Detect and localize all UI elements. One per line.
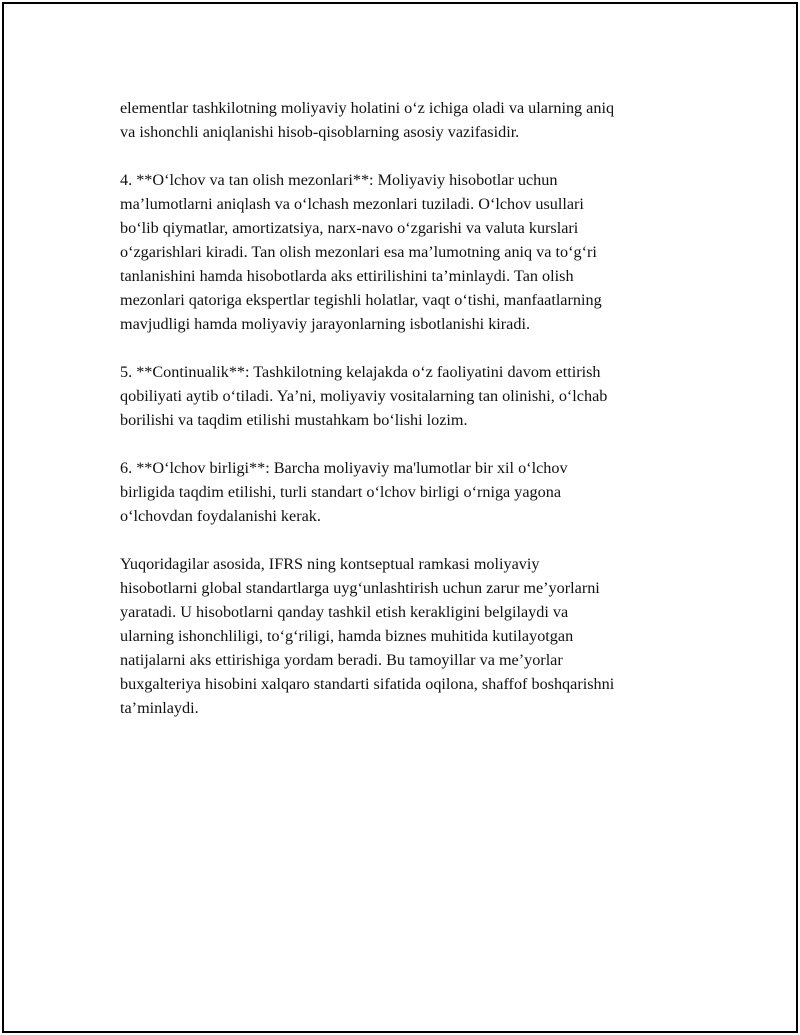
- paragraph-conclusion: [120, 552, 700, 720]
- page-frame: [2, 2, 798, 1033]
- page-content: [120, 96, 700, 744]
- text-line: ta’minlaydi.: [120, 699, 199, 717]
- paragraph-measurement-recognition: [120, 168, 700, 336]
- text-line: yaratadi. U hisobotlarni qanday tashkil etish kerakligini belgilaydi va: [120, 603, 569, 621]
- text-line: o‘zgarishlari kiradi. Tan olish mezonlari esa ma’lumotning aniq va to‘g‘ri: [120, 243, 597, 261]
- text-line: qobiliyati aytib o‘tiladi. Ya’ni, moliyaviy vositalarning tan olinishi, o‘lchab: [120, 387, 608, 405]
- paragraph-unit-of-measure: [120, 456, 700, 528]
- paragraph-intro-continued: [120, 96, 700, 144]
- text-line: 5. **Continualik**: Tashkilotning kelajakda o‘z faoliyatini davom ettirish: [120, 363, 601, 381]
- text-line: elementlar tashkilotning moliyaviy holatini o‘z ichiga oladi va ularning aniq: [120, 99, 615, 117]
- paragraph-continuity: [120, 360, 700, 432]
- text-line: hisobotlarni global standartlarga uyg‘unlashtirish uchun zarur me’yorlarni: [120, 579, 600, 597]
- text-line: 6. **O‘lchov birligi**: Barcha moliyaviy ma'lumotlar bir xil o‘lchov: [120, 459, 568, 477]
- text-line: bo‘lib qiymatlar, amortizatsiya, narx-navo o‘zgarishi va valuta kurslari: [120, 219, 579, 237]
- text-line: birligida taqdim etilishi, turli standart o‘lchov birligi o‘rniga yagona: [120, 483, 562, 501]
- text-line: Yuqoridagilar asosida, IFRS ning kontseptual ramkasi moliyaviy: [120, 555, 540, 573]
- text-line: natijalarni aks ettirishiga yordam beradi. Bu tamoyillar va me’yorlar: [120, 651, 563, 669]
- text-line: mavjudligi hamda moliyaviy jarayonlarning isbotlanishi kiradi.: [120, 315, 531, 333]
- text-line: va ishonchli aniqlanishi hisob-qisoblarning asosiy vazifasidir.: [120, 123, 520, 141]
- text-line: tanlanishini hamda hisobotlarda aks ettirilishini ta’minlaydi. Tan olish: [120, 267, 574, 285]
- text-line: ma’lumotlarni aniqlash va o‘lchash mezonlari tuziladi. O‘lchov usullari: [120, 195, 584, 213]
- text-line: mezonlari qatoriga ekspertlar tegishli holatlar, vaqt o‘tishi, manfaatlarning: [120, 291, 602, 309]
- text-line: o‘lchovdan foydalanishi kerak.: [120, 507, 321, 525]
- text-line: ularning ishonchliligi, to‘g‘riligi, hamda biznes muhitida kutilayotgan: [120, 627, 574, 645]
- text-line: buxgalteriya hisobini xalqaro standarti sifatida oqilona, shaffof boshqarishni: [120, 675, 615, 693]
- text-line: 4. **O‘lchov va tan olish mezonlari**: Moliyaviy hisobotlar uchun: [120, 171, 558, 189]
- text-line: borilishi va taqdim etilishi mustahkam bo‘lishi lozim.: [120, 411, 468, 429]
